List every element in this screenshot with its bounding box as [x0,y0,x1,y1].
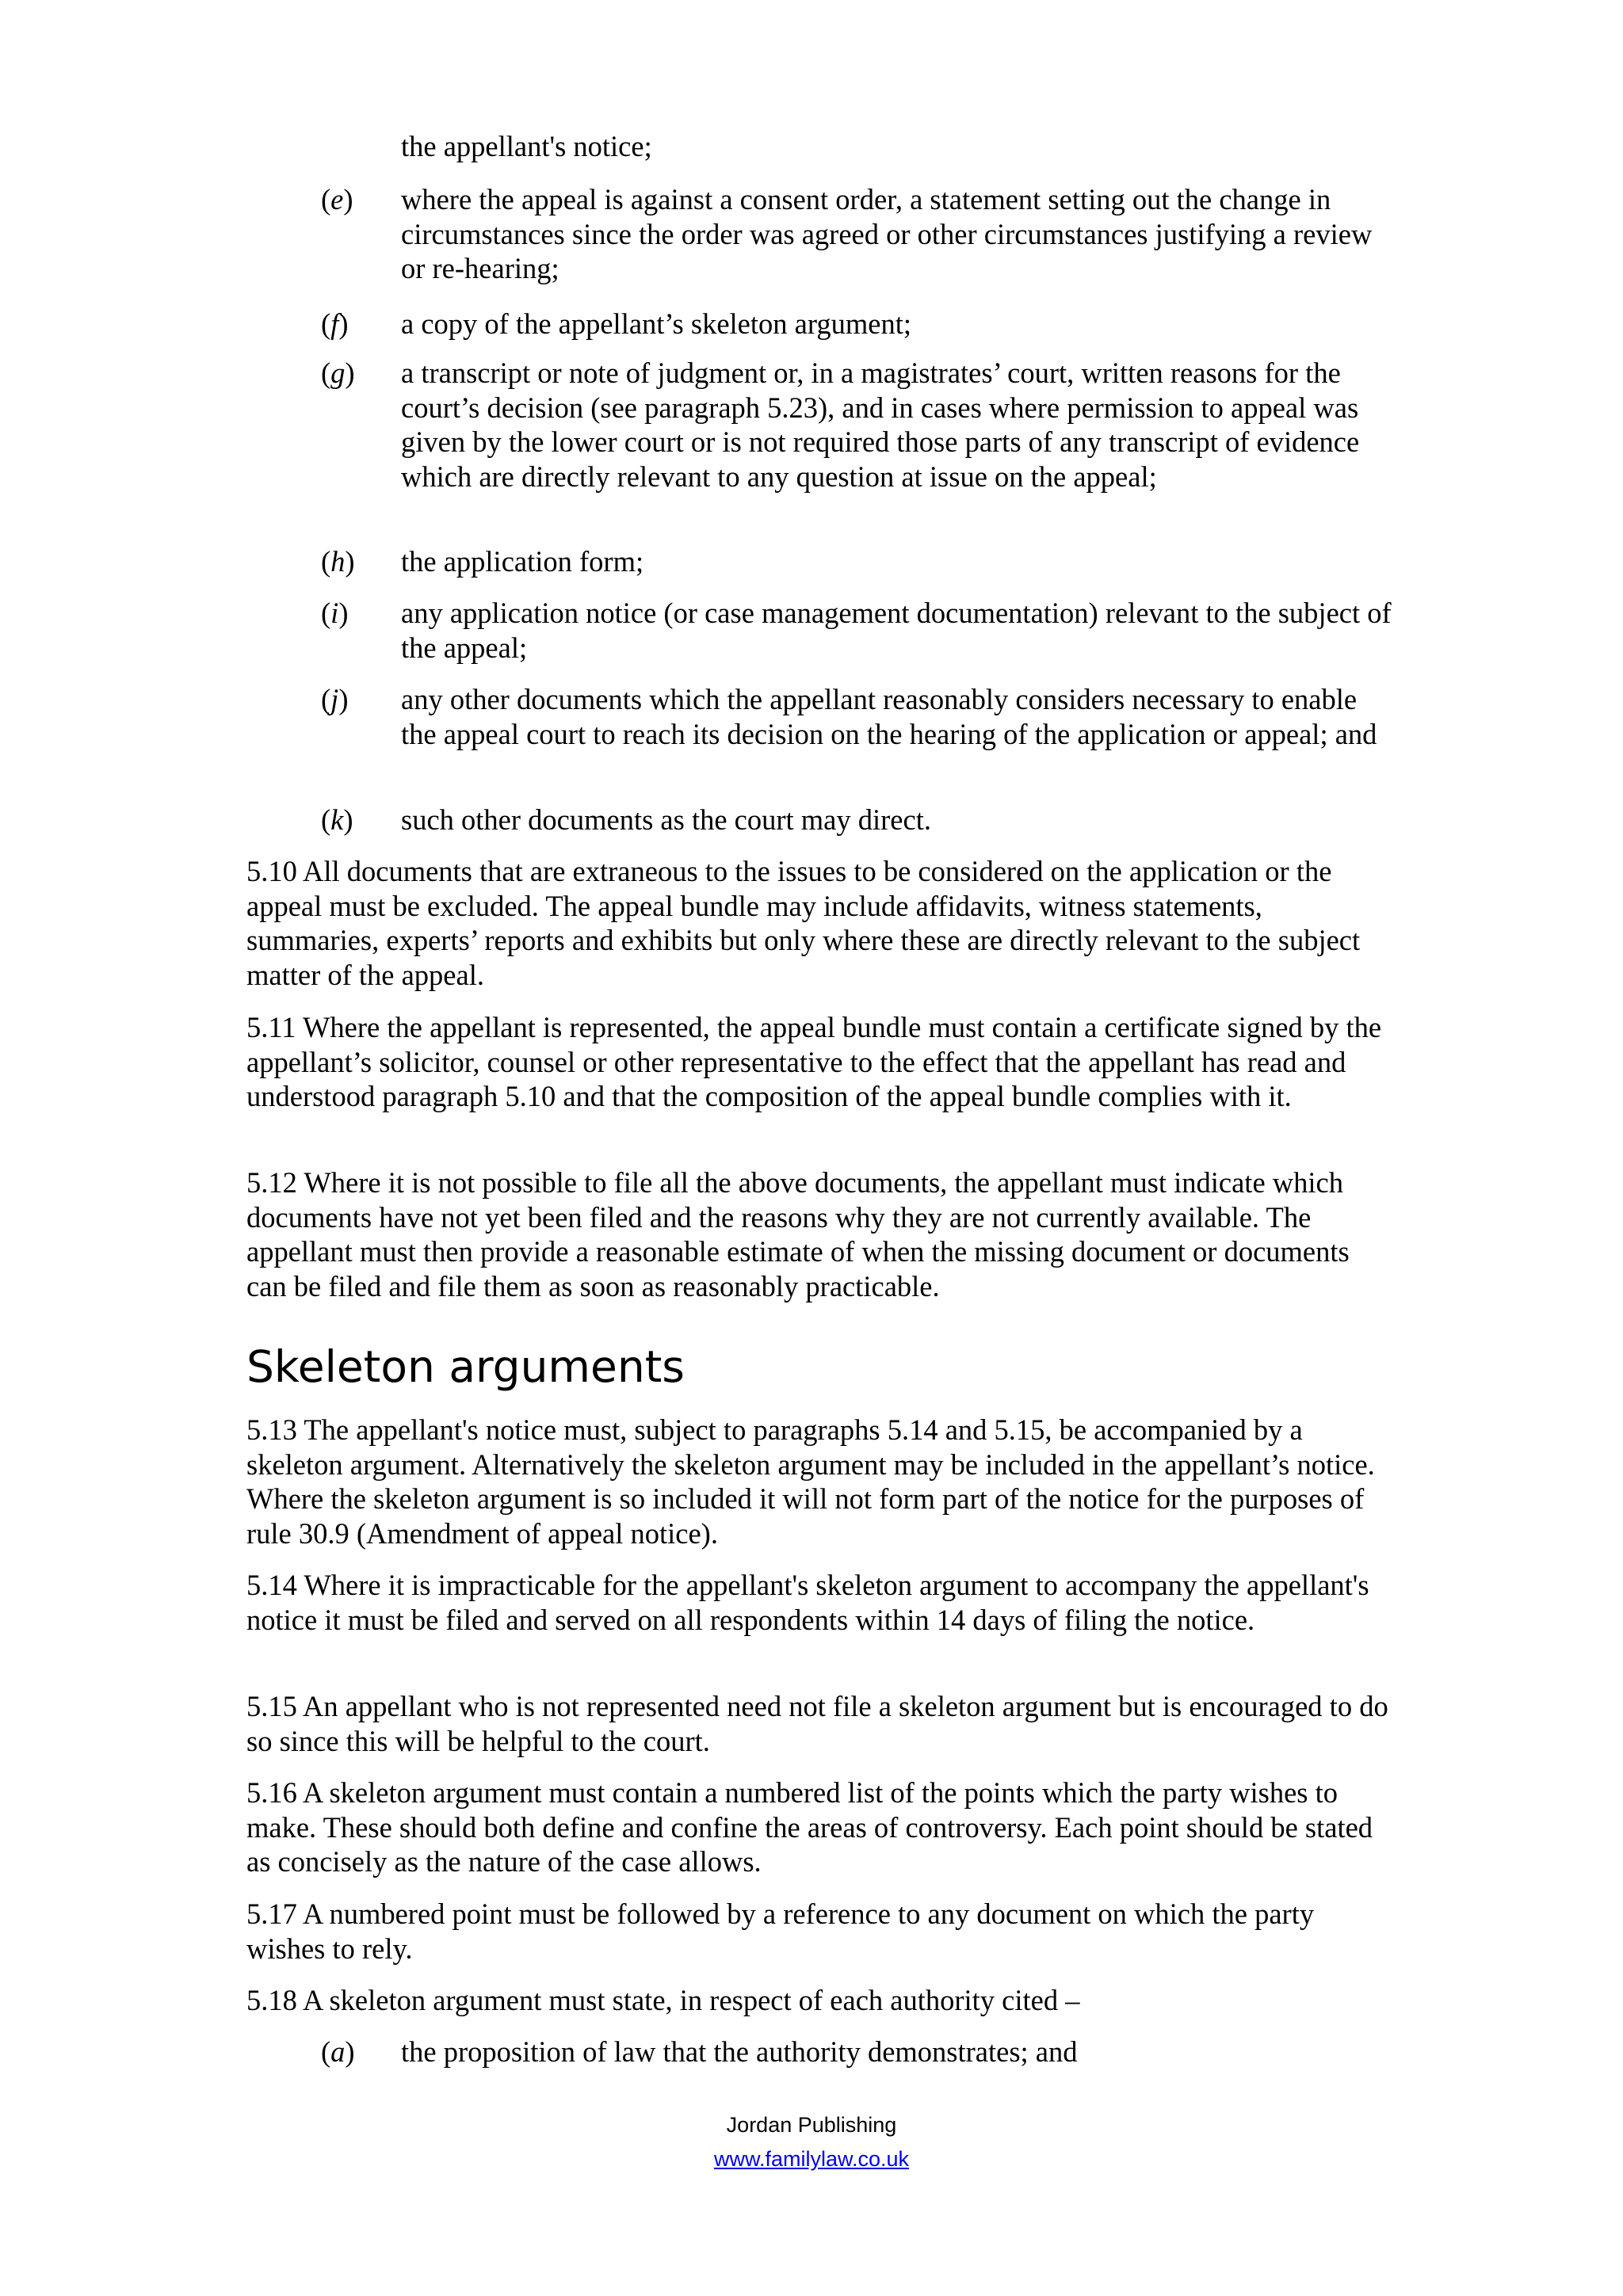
paragraph-5-18: 5.18 A skeleton argument must state, in respect of each authority cited – [246,1984,1080,2016]
section-heading: Skeleton arguments [246,1341,685,1392]
list-label: (f) [321,307,349,340]
list-label: (j) [321,683,349,715]
list-item-text: any application notice (or case management documentation) relevant to the subject of the appeal; [401,597,1392,664]
list-label: (k) [321,803,353,836]
list-item-text: a copy of the appellant’s skeleton argument; [401,307,911,340]
paragraph-5-15: 5.15 An appellant who is not represented need not file a skeleton argument but is encouraged to do so since this will be helpful to the court. [246,1690,1388,1757]
paragraph-5-14: 5.14 Where it is impracticable for the appellant's skeleton argument to accompany the appellant's notice it must be filed and served on all respondents within 14 days of filing the notice. [246,1569,1369,1636]
paragraph-5-13: 5.13 The appellant's notice must, subject to paragraphs 5.14 and 5.15, be accompanied by a skeleton argument. Alternatively the skeleton argument may be included in the appellant’s notice. Where the skeleton argument is so included it will not form part of the notice for the purposes of rule 30.9 (Amendment of appeal notice). [246,1413,1375,1550]
list-label: (e) [321,183,353,215]
paragraph-5-10: 5.10 All documents that are extraneous to the issues to be considered on the application or the appeal must be excluded. The appeal bundle may include affidavits, witness statements, summaries, experts’ reports and exhibits but only where these are directly relevant to the subject matter of the appeal. [246,855,1361,991]
list-label: (i) [321,597,349,629]
footer-website-link[interactable]: www.familylaw.co.uk [713,2147,910,2171]
list-item-text: a transcript or note of judgment or, in a magistrates’ court, written reasons for the court’s decision (see paragraph 5.23), and in cases where permission to appeal was given by the lower court or is not required those parts of any transcript of evidence which are directly relevant to any question at issue on the appeal; [401,357,1360,493]
continuation-text: the appellant's notice; [401,130,652,162]
paragraph-5-17: 5.17 A numbered point must be followed by a reference to any document on which the party wishes to rely. [246,1897,1315,1965]
paragraph-5-11: 5.11 Where the appellant is represented, the appeal bundle must contain a certificate signed by the appellant’s solicitor, counsel or other representative to the effect that the appellant has read and understood paragraph 5.10 and that the composition of the appeal bundle complies with it. [246,1011,1382,1113]
paragraph-5-12: 5.12 Where it is not possible to file all the above documents, the appellant must indicate which documents have not yet been filed and the reasons why they are not currently available. The appellant must then provide a reasonable estimate of when the missing document or documents can be filed and file them as soon as reasonably practicable. [246,1166,1350,1302]
paragraph-5-16: 5.16 A skeleton argument must contain a numbered list of the points which the party wishes to make. These should both define and confine the areas of controversy. Each point should be stated as concisely as the nature of the case allows. [246,1776,1373,1878]
list-item-text: the proposition of law that the authority demonstrates; and [401,2035,1078,2068]
list-label: (g) [321,357,355,389]
footer-publisher: Jordan Publishing [726,2113,897,2137]
list-item-text: such other documents as the court may direct. [401,803,931,836]
list-item-text: any other documents which the appellant reasonably considers necessary to enable the appeal court to reach its decision on the hearing of the application or appeal; and [401,683,1377,750]
list-item-text: the application form; [401,545,644,578]
list-label: (h) [321,545,355,578]
list-label: (a) [321,2035,355,2068]
list-item-text: where the appeal is against a consent order, a statement setting out the change in circumstances since the order was agreed or other circumstances justifying a review or re-hearing; [401,183,1373,285]
footer-link-wrap [0,2145,1623,2172]
